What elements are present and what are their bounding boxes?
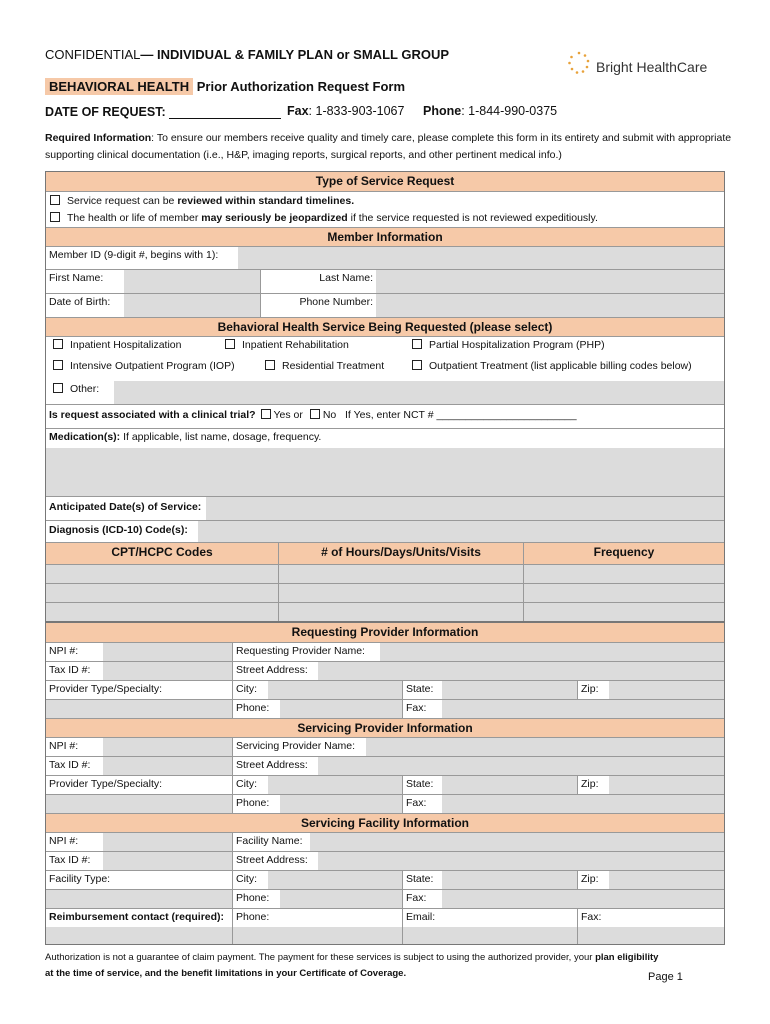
- section-type-of-service-request: [46, 172, 724, 191]
- cpt-cell[interactable]: [46, 584, 278, 602]
- npi-field[interactable]: [103, 643, 232, 661]
- diagnosis-label: Diagnosis (ICD-10) Code(s):: [49, 524, 188, 536]
- section-title: Member Information: [327, 230, 443, 244]
- city-label: City:: [232, 871, 268, 889]
- frequency-cell[interactable]: [523, 565, 724, 583]
- first-name-field[interactable]: [124, 270, 260, 293]
- behavioral-health-tag: BEHAVIORAL HEALTH: [45, 78, 193, 95]
- yes-checkbox[interactable]: [261, 409, 271, 419]
- medication-field[interactable]: [46, 448, 724, 496]
- reimbursement-phone-field[interactable]: [232, 927, 402, 944]
- cpt-column-header: CPT/HCPC Codes: [46, 543, 278, 564]
- diagnosis-row: [46, 520, 724, 542]
- medication-hint: If applicable, list name, dosage, frequency.: [120, 431, 322, 443]
- reimbursement-label: Reimbursement contact (required):: [49, 911, 225, 923]
- provider-type-field[interactable]: [46, 795, 232, 813]
- city-field[interactable]: [268, 871, 402, 889]
- city-label: City:: [232, 776, 268, 794]
- date-of-request-field[interactable]: [169, 104, 281, 119]
- hours-column-header: # of Hours/Days/Units/Visits: [278, 543, 523, 564]
- medication-title: Medication(s):: [49, 431, 121, 443]
- other-field[interactable]: [114, 381, 724, 404]
- section-title: Servicing Provider Information: [297, 721, 473, 735]
- provider-name-field[interactable]: [380, 643, 724, 661]
- section-title: Type of Service Request: [315, 174, 455, 188]
- option-label: Inpatient Hospitalization: [70, 339, 182, 351]
- footer-disclaimer: [45, 950, 735, 982]
- svc-tax-row: [46, 756, 724, 775]
- zip-field[interactable]: [609, 681, 724, 699]
- fac-phone-row: [46, 889, 724, 908]
- standard-review-option[interactable]: [50, 193, 720, 210]
- option-text: Service request can be: [67, 195, 178, 207]
- reimbursement-fax-label: Fax:: [577, 909, 724, 927]
- checkbox[interactable]: [265, 360, 275, 370]
- npi-field[interactable]: [103, 738, 232, 756]
- bh-other-row: [46, 381, 724, 404]
- reimbursement-contact-field[interactable]: [46, 927, 232, 944]
- php-option[interactable]: [409, 337, 608, 358]
- option-label: Partial Hospitalization Program (PHP): [429, 339, 605, 351]
- medication-label-row: [46, 428, 724, 448]
- service-request-options: [46, 191, 724, 227]
- fac-city-row: [46, 870, 724, 889]
- bright-healthcare-logo: [566, 50, 726, 84]
- required-information: [45, 130, 735, 164]
- phone-info: [423, 104, 557, 118]
- option-label: Outpatient Treatment (list applicable billing codes below): [429, 360, 692, 372]
- street-field[interactable]: [318, 757, 724, 775]
- option-text-bold: reviewed within standard timelines.: [177, 195, 355, 207]
- checkbox[interactable]: [412, 339, 422, 349]
- req-tax-row: [46, 661, 724, 680]
- form-block-1: [45, 171, 725, 622]
- tax-id-label: Tax ID #:: [49, 854, 91, 866]
- req-npi-row: [46, 642, 724, 661]
- zip-label: Zip:: [577, 681, 609, 699]
- fac-tax-row: [46, 851, 724, 870]
- checkbox[interactable]: [53, 383, 63, 393]
- frequency-cell[interactable]: [523, 584, 724, 602]
- state-field[interactable]: [442, 776, 577, 794]
- frequency-column-header: Frequency: [523, 543, 724, 564]
- option-label: Other:: [70, 383, 100, 395]
- tax-id-label: Tax ID #:: [49, 664, 91, 676]
- section-servicing-provider: [46, 718, 724, 737]
- npi-field[interactable]: [103, 833, 232, 851]
- facility-type-field[interactable]: [46, 890, 232, 908]
- state-field[interactable]: [442, 871, 577, 889]
- section-title: Requesting Provider Information: [291, 625, 479, 639]
- dob-field[interactable]: [124, 294, 260, 317]
- checkbox[interactable]: [412, 360, 422, 370]
- checkbox[interactable]: [53, 360, 63, 370]
- residential-option[interactable]: [262, 358, 387, 381]
- date-fax-phone-row: [45, 104, 281, 119]
- member-id-row: [46, 246, 724, 269]
- form-title: [45, 79, 405, 94]
- checkbox[interactable]: [50, 195, 60, 205]
- plan-type: — INDIVIDUAL & FAMILY PLAN or SMALL GROUP: [140, 47, 449, 62]
- fax-field[interactable]: [442, 795, 724, 813]
- cpt-cell[interactable]: [46, 603, 278, 621]
- codes-row: [46, 602, 724, 621]
- email-label: Email:: [402, 909, 577, 927]
- phone-label: Phone:: [232, 700, 280, 718]
- req-city-row: [46, 680, 724, 699]
- cpt-cell[interactable]: [46, 565, 278, 583]
- section-bh-service: [46, 317, 724, 336]
- yes-label: Yes or: [273, 409, 303, 421]
- zip-label: Zip:: [577, 776, 609, 794]
- email-field[interactable]: [402, 927, 577, 944]
- section-title: Behavioral Health Service Being Requested (please select): [217, 320, 553, 334]
- option-label: Residential Treatment: [282, 360, 385, 372]
- option-text: The health or life of member: [67, 212, 202, 224]
- street-field[interactable]: [318, 662, 724, 680]
- phone-field[interactable]: [280, 700, 402, 718]
- confidential-label: CONFIDENTIAL: [45, 47, 141, 62]
- tax-id-field[interactable]: [103, 852, 232, 870]
- last-name-field[interactable]: [376, 270, 724, 293]
- iop-option[interactable]: [50, 358, 238, 381]
- footer-bold-1: plan eligibility: [595, 952, 659, 963]
- member-phone-label: Phone Number:: [260, 294, 376, 317]
- logo-text: Bright HealthCare: [596, 59, 708, 75]
- fax-label: Fax:: [402, 795, 442, 813]
- member-id-field[interactable]: [238, 247, 724, 269]
- phone-field[interactable]: [280, 890, 402, 908]
- phone-label: Phone: [423, 104, 462, 118]
- inpatient-hospitalization-option[interactable]: [50, 337, 185, 358]
- city-field[interactable]: [268, 776, 402, 794]
- tax-id-label: Tax ID #:: [49, 759, 91, 771]
- inpatient-rehabilitation-option[interactable]: [222, 337, 352, 358]
- phone-value: : 1-844-990-0375: [461, 104, 558, 118]
- phone-label: Phone:: [232, 795, 280, 813]
- clinical-trial-row: [46, 404, 724, 428]
- section-title: Servicing Facility Information: [300, 816, 470, 830]
- zip-label: Zip:: [577, 871, 609, 889]
- footer-text: Authorization is not a guarantee of claim payment. The payment for these services is subject to using the authorized provider, your: [45, 952, 596, 963]
- fax-label: Fax: [287, 104, 309, 118]
- outpatient-option[interactable]: [409, 358, 695, 381]
- req-phone-row: [46, 699, 724, 718]
- logo-mark-icon: [566, 50, 592, 80]
- member-id-label: Member ID (9-digit #, begins with 1):: [49, 249, 219, 261]
- provider-type-label: Provider Type/Specialty:: [49, 683, 163, 695]
- checkbox[interactable]: [50, 212, 60, 222]
- fax-field[interactable]: [442, 890, 724, 908]
- codes-row: [46, 583, 724, 602]
- reimbursement-row: [46, 908, 724, 927]
- provider-name-label: Requesting Provider Name:: [232, 643, 380, 661]
- facility-name-label: Facility Name:: [232, 833, 310, 851]
- city-label: City:: [232, 681, 268, 699]
- tax-id-field[interactable]: [103, 757, 232, 775]
- provider-name-label: Servicing Provider Name:: [232, 738, 366, 756]
- first-name-label: First Name:: [49, 272, 104, 284]
- option-text-bold: may seriously be jeopardized: [201, 212, 348, 224]
- fax-label: Fax:: [402, 890, 442, 908]
- fax-label: Fax:: [402, 700, 442, 718]
- anticipated-dates-row: [46, 496, 724, 520]
- no-label: No: [322, 409, 337, 421]
- facility-name-field[interactable]: [310, 833, 724, 851]
- hours-cell[interactable]: [278, 584, 523, 602]
- phone-field[interactable]: [280, 795, 402, 813]
- svc-phone-row: [46, 794, 724, 813]
- question-label: Is request associated with a clinical trial?: [49, 409, 256, 421]
- expedited-review-option[interactable]: [50, 210, 720, 227]
- clinical-trial-question: [46, 405, 580, 428]
- street-field[interactable]: [318, 852, 724, 870]
- npi-label: NPI #:: [49, 645, 79, 657]
- option-text-post: if the service requested is not reviewed expeditiously.: [347, 212, 598, 224]
- member-dob-row: [46, 293, 724, 317]
- date-of-request-label: DATE OF REQUEST:: [45, 105, 166, 119]
- reimbursement-fields-row: [46, 927, 724, 944]
- state-label: State:: [402, 776, 442, 794]
- section-servicing-facility: [46, 813, 724, 832]
- form-block-2: [45, 622, 725, 945]
- reimbursement-phone-label: Phone:: [232, 909, 402, 927]
- provider-type-label: Provider Type/Specialty:: [49, 778, 163, 790]
- fax-field[interactable]: [442, 700, 724, 718]
- bh-options-row-2: [46, 358, 724, 381]
- zip-field[interactable]: [609, 871, 724, 889]
- street-label: Street Address:: [232, 852, 318, 870]
- anticipated-dates-label: Anticipated Date(s) of Service:: [49, 501, 202, 513]
- option-label: Intensive Outpatient Program (IOP): [70, 360, 235, 372]
- npi-label: NPI #:: [49, 740, 79, 752]
- svc-city-row: [46, 775, 724, 794]
- checkbox[interactable]: [225, 339, 235, 349]
- state-field[interactable]: [442, 681, 577, 699]
- bh-options-row-1: [46, 336, 724, 358]
- member-name-row: [46, 269, 724, 293]
- fac-npi-row: [46, 832, 724, 851]
- provider-type-field[interactable]: [46, 700, 232, 718]
- state-label: State:: [402, 871, 442, 889]
- tax-id-field[interactable]: [103, 662, 232, 680]
- last-name-label: Last Name:: [260, 270, 376, 293]
- form-title-text: Prior Authorization Request Form: [196, 79, 405, 94]
- zip-field[interactable]: [609, 776, 724, 794]
- state-label: State:: [402, 681, 442, 699]
- page-number: Page 1: [648, 971, 683, 983]
- facility-type-label: Facility Type:: [49, 873, 111, 885]
- provider-name-field[interactable]: [366, 738, 724, 756]
- phone-label: Phone:: [232, 890, 280, 908]
- no-checkbox[interactable]: [310, 409, 320, 419]
- hours-cell[interactable]: [278, 565, 523, 583]
- hours-cell[interactable]: [278, 603, 523, 621]
- option-label: Inpatient Rehabilitation: [242, 339, 349, 351]
- other-option[interactable]: [50, 381, 112, 404]
- city-field[interactable]: [268, 681, 402, 699]
- member-phone-field[interactable]: [376, 294, 724, 317]
- street-label: Street Address:: [232, 757, 318, 775]
- anticipated-dates-field[interactable]: [206, 497, 724, 520]
- street-label: Street Address:: [232, 662, 318, 680]
- dob-label: Date of Birth:: [49, 296, 111, 308]
- nct-label: If Yes, enter NCT # ________________________: [345, 409, 577, 421]
- fax-value: : 1-833-903-1067: [308, 104, 405, 118]
- reimbursement-fax-field[interactable]: [577, 927, 724, 944]
- section-member-information: [46, 227, 724, 246]
- frequency-cell[interactable]: [523, 603, 724, 621]
- required-label: Required Information: [45, 132, 152, 144]
- svc-npi-row: [46, 737, 724, 756]
- diagnosis-field[interactable]: [198, 521, 724, 542]
- medication-label: [46, 429, 324, 448]
- footer-bold-2: at the time of service, and the benefit limitations in your Certificate of Coverage.: [45, 968, 407, 979]
- section-requesting-provider: [46, 623, 724, 642]
- codes-row: [46, 564, 724, 583]
- codes-header-row: [46, 542, 724, 564]
- required-text: : To ensure our members receive quality and timely care, please complete this form in its entirety and submit with appropriate supporting clinical documentation (i.e., H&P, imaging reports, surgical reports, and other pertinent medical info.): [45, 132, 732, 161]
- fax-info: [287, 104, 404, 118]
- checkbox[interactable]: [53, 339, 63, 349]
- npi-label: NPI #:: [49, 835, 79, 847]
- confidential-heading: [45, 47, 449, 62]
